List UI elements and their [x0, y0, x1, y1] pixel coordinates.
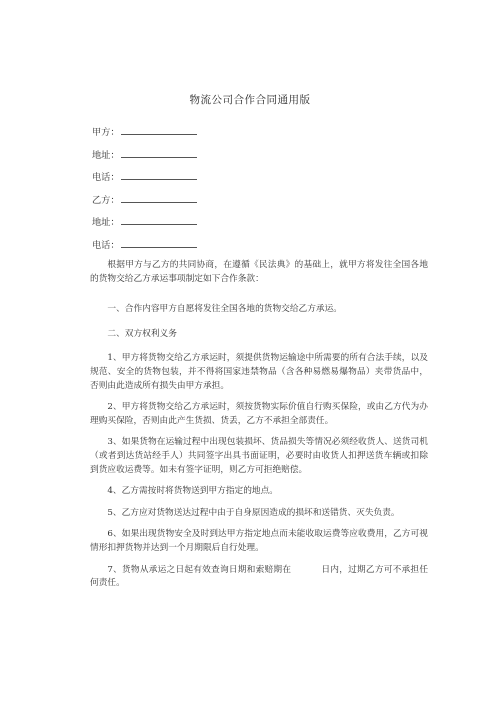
party-a-name-field [92, 125, 412, 148]
field-label: 甲方： [92, 127, 120, 138]
clause-2: 2、甲方将货物交给乙方承运时，须按货物实际价值自行购买保险，或由乙方代为办理购买保险，否则由此产生货损、货丢，乙方不承担全部责任。 [90, 402, 428, 426]
field-label: 电话： [92, 239, 120, 251]
clause-6: 6、如果出现货物安全及时到达甲方指定地点而未能收取运费等应收费用，乙方可视情形扣押货物并达到一个月期限后自行处理。 [90, 529, 428, 553]
fill-in-blank [121, 170, 197, 180]
party-a-address-field [92, 148, 412, 171]
section-rights-obligations-heading: 二、双方权利义务 [107, 328, 177, 339]
clause-7 [90, 564, 428, 591]
document-title: 物流公司合作合同通用版 [189, 94, 311, 106]
clause-3: 3、如果货物在运输过程中出现包装损坏、货品损失等情况必须经收货人、送货司机（或者到达货站经手人）共同签字出具书面证明，必要时由收货人扣押送货车辆或扣除到货应收运费等。如未有签字证明，则乙方可拒绝赔偿。 [90, 437, 428, 475]
field-label: 地址： [92, 217, 120, 229]
field-label: 电话： [92, 172, 120, 184]
clause-5: 5、乙方应对货物送达过程中由于自身原因造成的损坏和送错货、灭失负责。 [107, 507, 400, 518]
field-label: 乙方： [92, 194, 120, 206]
intro-paragraph: 根据甲方与乙方的共同协商，在遵循《民法典》的基础上，就甲方将发往全国各地的货物交给乙方承运事项制定如下合作条款： [90, 260, 428, 284]
fill-in-blank [121, 238, 197, 248]
clause-4: 4、乙方需按时将货物送到甲方指定的地点。 [107, 486, 278, 497]
party-a-phone-field [92, 170, 412, 193]
fill-in-blank [121, 193, 197, 203]
clause-7-before-blank: 7、货物从承运之日起有效查询日期和索赔期在 [107, 564, 292, 575]
field-label: 地址： [92, 149, 120, 161]
fill-in-blank [121, 215, 197, 225]
party-info-fields [92, 125, 412, 261]
contract-body [90, 259, 428, 599]
section-cooperation-content: 一、合作内容甲方自愿将发往全国各地的货物交给乙方承运。 [107, 304, 342, 315]
party-b-address-field [92, 215, 412, 238]
clause-1: 1、甲方将货物交给乙方承运时，须提供货物运输途中所需要的所有合法手续，以及规范、安全的货物包装，并不得将国家违禁物品（含各种易燃易爆物品）夹带货品中，否则由此造成所有损失由甲方承担。 [90, 353, 428, 391]
party-b-phone-field [92, 238, 412, 261]
fill-in-blank [121, 148, 197, 158]
fill-in-blank [121, 125, 197, 135]
party-b-name-field [92, 193, 412, 216]
clause-7-after-blank: 日内，过期乙方可不承担任何责任。 [90, 564, 429, 589]
